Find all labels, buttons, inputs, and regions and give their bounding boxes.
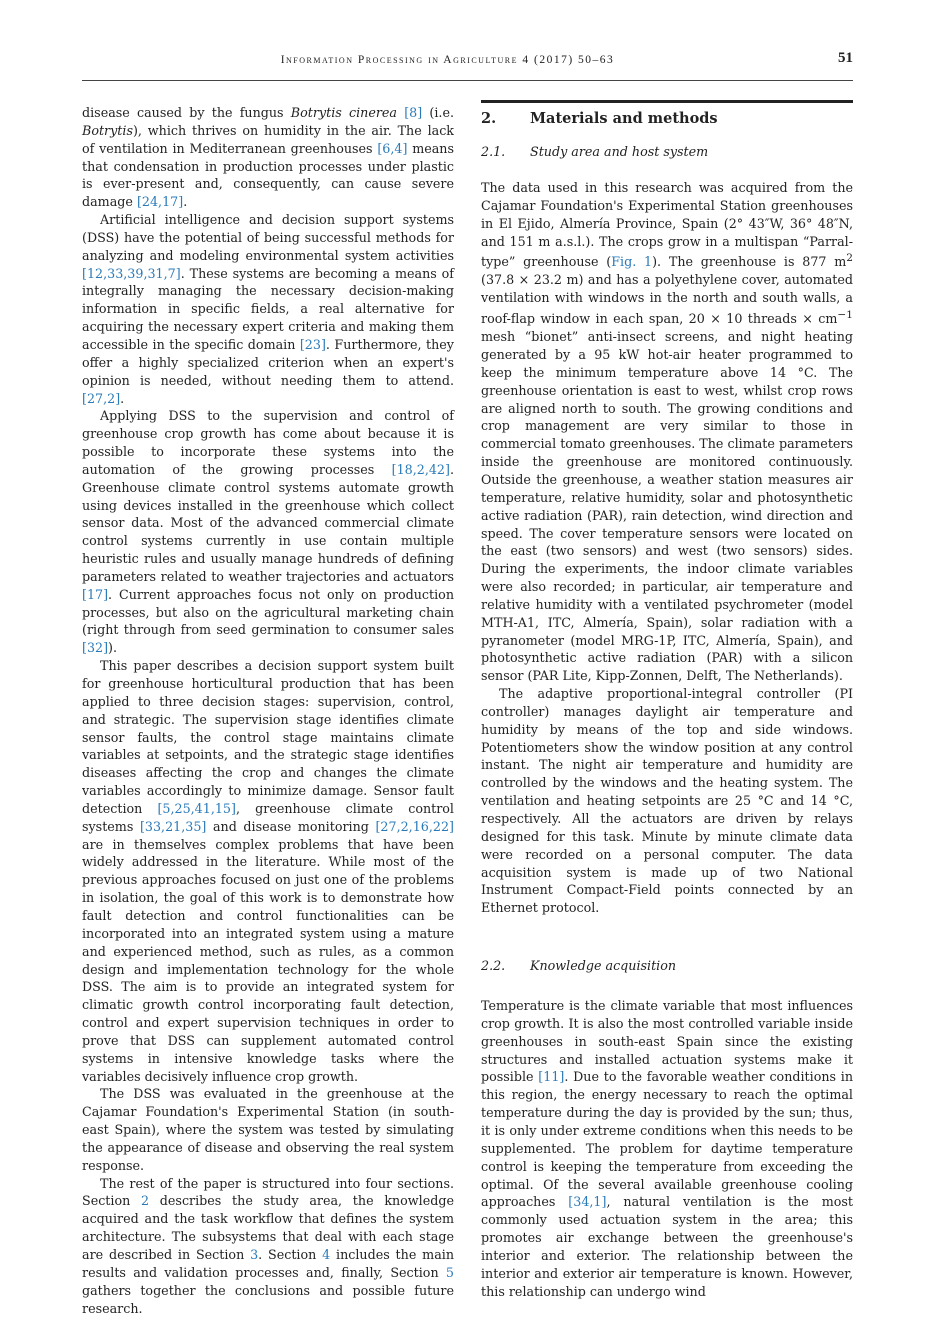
section-link[interactable]: 3 [250,1247,259,1262]
citation-link[interactable]: [17] [82,586,109,602]
section-link[interactable]: 4 [322,1247,331,1262]
running-header [82,50,853,81]
section-link[interactable]: 5 [445,1264,454,1280]
journal-title: Information Processing in Agriculture 4 (2017) 50–63 [280,54,615,66]
citation-link[interactable]: [6,4] [377,140,408,156]
page-number: 51 [838,50,853,66]
paragraph: Applying DSS to the supervision and control of greenhouse crop growth has come about because it is possible to incorporate these systems into the automation of the growing processes [18,2,42]. Greenhouse climate control systems automate growth using devices installed in the greenhouse which collect sensor data. Most of the advanced commercial climate control systems currently in use contain multiple heuristic rules and usually manage hundreds of defining parameters related to weather trajectories and actuators [17]. Current approaches focus not only on production processes, but also on the agricultural marketing chain (right through from seed germination to consumer sales [32]). [82,408,454,656]
citation-link[interactable]: [33,21,35] [139,818,207,834]
paragraph: disease caused by the fungus Botrytis cinerea [8] (i.e. Botrytis), which thrives on humidity in the air. The lack of ventilation in Mediterranean greenhouses [6,4] means that condensation in production processes under plastic is ever-present and, consequently, can cause severe damage [24,17]. [82,105,454,210]
citation-link[interactable]: [12,33,39,31,7] [82,265,181,281]
citation-link[interactable]: [23] [299,336,326,352]
left-column [82,104,454,1317]
paragraph: Artificial intelligence and decision support systems (DSS) have the potential of being successful methods for analyzing and modeling environmental system activities [12,33,39,31,7]. These systems are becoming a means of integrally managing the necessary decision-making information in specific fields, a real alternative for acquiring the necessary expert criteria and making them accessible in the specific domain [23]. Furthermore, they offer a highly specialized criterion when an expert's opinion is needed, without needing them to attend. [27,2]. [82,212,454,406]
paragraph: The adaptive proportional-integral controller (PI controller) manages daylight air temperature and humidity by means of the top and side windows. Potentiometers show the window position at any control instant. The night air temperature and humidity are controlled by the windows and the heating system. The ventilation and heating setpoints are 25 °C and 14 °C, respectively. All the actuators are driven by relays designed for this task. Minute by minute climate data were recorded on a personal computer. The data acquisition system is made up of two National Instrument Compact-Field points connected by an Ethernet protocol. [481,686,853,916]
paragraph: Temperature is the climate variable that most influences crop growth. It is also the most controlled variable inside greenhouses in south-east Spain since the existing structures and installed actuation systems make it possible [11]. Due to the favorable weather conditions in this region, the energy necessary to reach the optimal temperature during the day is provided by the sun; thus, it is only under extreme conditions when this needs to be supplemented. The problem for daytime temperature control is keeping the temperature from exceeding the optimal. Of the several available greenhouse cooling approaches [34,1], natural ventilation is the most commonly used actuation system in the area; this promotes air exchange between the greenhouse's interior and exterior. The relationship between the interior and exterior air temperature is known. However, this relationship can undergo wind [481,998,854,1299]
section-heading: 2. Materials and methods [481,110,718,127]
paragraph: This paper describes a decision support system built for greenhouse horticultural production that has been applied to three decision stages: supervision, control, and strategic. The supervision stage identifies climate sensor faults, the control stage maintains climate variables at setpoints, and the strategic stage identifies diseases affecting the crop and changes the climate variables accordingly to minimize damage. Sensor fault detection [5,25,41,15], greenhouse climate control systems [33,21,35] and disease monitoring [27,2,16,22] are in themselves complex problems that have been widely addressed in the literature. While most of the previous approaches focused on just one of the problems in isolation, the goal of this work is to demonstrate how fault detection and control functionalities can be incorporated into an integrated system using a mature and experienced method, such as rules, as a common design and implementation technology for the whole DSS. The aim is to provide an integrated system for climatic growth control incorporating fault detection, control and expert supervision techniques in order to prove that DSS can supplement automated control systems in intensive knowledge tasks where the variables decisively influence crop growth. [82,658,454,1084]
paragraph: The rest of the paper is structured into four sections. Section 2 describes the study area, the knowledge acquired and the task workflow that defines the system architecture. The subsystems that deal with each stage are described in Section 3. Section 4 includes the main results and validation processes and, finally, Section 5 gathers together the conclusions and possible future research. [82,1175,454,1316]
citation-link[interactable]: [32] [82,640,109,656]
section-rule [481,100,853,103]
citation-link[interactable]: [8] [404,105,423,120]
citation-link[interactable]: [5,25,41,15] [157,800,236,816]
citation-link[interactable]: [11] [538,1069,565,1085]
citation-link[interactable]: [27,2] [82,390,121,406]
citation-link[interactable]: [24,17] [136,194,184,210]
right-column [481,104,853,1300]
subsection-heading: 2.2. Knowledge acquisition [481,958,677,974]
citation-link[interactable]: [34,1] [568,1194,607,1210]
citation-link[interactable]: [27,2,16,22] [375,818,454,834]
subsection-heading: 2.1. Study area and host system [481,144,709,159]
citation-link[interactable]: [18,2,42] [391,461,450,477]
section-link[interactable]: 2 [141,1193,150,1209]
paragraph: The data used in this research was acquired from the Cajamar Foundation's Experimental Station greenhouses in El Ejido, Almería Province, Spain (2° 43″W, 36° 48″N, and 151 m a.s.l.). The crops grow in a multispan “Parral-type” greenhouse (Fig. 1). The greenhouse is 877 $m^2$ (37.8 × 23.2 m) and has a polyethylene cover, automated ventilation with windows in the north and south walls, a roof-flap window in each span, 20 × 10 threads × $cm^{-1}$ mesh “bionet” anti-insect screens, and night heating generated by a 95 kW hot-air heater programmed to keep the minimum temperature above 14 °C. The greenhouse orientation is east to west, whilst crop rows are aligned north to south. The growing conditions and crop management are very similar to those in commercial tomato greenhouses. The climate parameters inside the greenhouse are monitored continuously. Outside the greenhouse, a weather station measures air temperature, relative humidity, solar and photosynthetic active radiation (PAR), rain detection, wind direction and speed. The cover temperature sensors were located on the east (two sensors) and west (two sensors) sides. During the experiments, the indoor climate variables were also recorded; in particular, air temperature and relative humidity with a ventilated psychrometer (model MTH-A1, ITC, Almería, Spain), solar radiation with a pyranometer (model MRG-1P, ITC, Almería, Spain), and photosynthetic active radiation (PAR) with a silicon sensor (PAR Lite, Kipp-Zonnen, Delft, The Netherlands). [481,180,853,684]
paragraph: The DSS was evaluated in the greenhouse at the Cajamar Foundation's Experimental Station (in south-east Spain), where the system was tested by simulating the appearance of disease and observing the real system response. [82,1086,454,1173]
figure-link[interactable]: Fig. 1 [611,254,653,270]
